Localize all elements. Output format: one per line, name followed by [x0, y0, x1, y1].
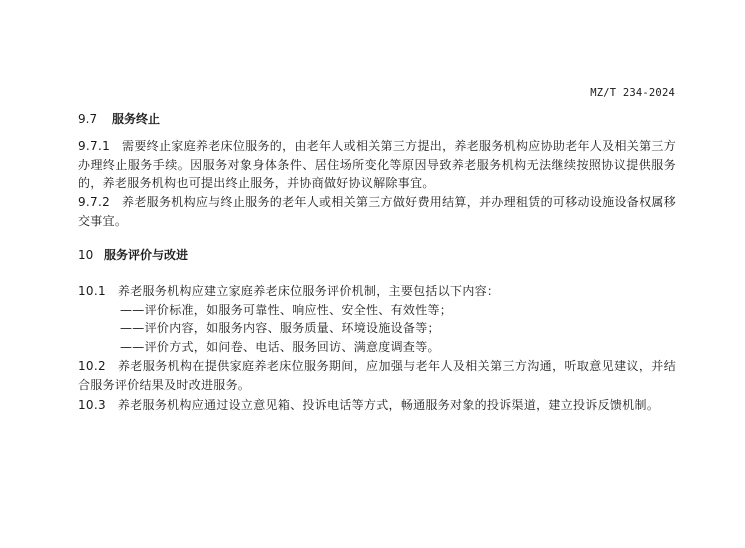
clause-text: 养老服务机构应与终止服务的老年人或相关第三方做好费用结算，并办理租赁的可移动设施设备权属移交事宜。: [78, 195, 676, 228]
list-item: ——评价标准，如服务可靠性、响应性、安全性、有效性等；: [120, 302, 453, 317]
list-item: ——评价内容，如服务内容、服务质量、环境设施设备等；: [120, 321, 440, 335]
clause-number: 9.7.2: [78, 195, 111, 209]
section-heading-10: [78, 246, 188, 264]
clause-number: 10.3: [78, 398, 106, 412]
standard-code: MZ/T 234-2024: [590, 87, 675, 99]
clause-10-2: [78, 357, 676, 394]
clause-number: 10.2: [78, 359, 106, 373]
section-number: 9.7: [78, 112, 98, 126]
clause-text: 需要终止家庭养老床位服务的，由老年人或相关第三方提出，养老服务机构应协助老年人及相关第三方办理终止服务手续。因服务对象身体条件、居住场所变化等原因导致养老服务机构无法继续按照协议提供服务的，养老服务机构也可提出终止服务，并协商做好协议解除事宜。: [78, 139, 676, 190]
section-title: 服务终止: [112, 112, 161, 126]
section-number: 10: [78, 248, 94, 262]
clause-number: 10.1: [78, 284, 106, 298]
list-item: ——评价方式，如问卷、电话、服务回访、满意度调查等。: [120, 339, 440, 354]
section-heading-9-7: [78, 110, 160, 128]
clause-10-3: [78, 396, 676, 415]
section-title: 服务评价与改进: [104, 248, 189, 262]
clause-9-7-1: [78, 137, 676, 193]
clause-10-1: [78, 282, 676, 356]
clause-text: 养老服务机构应通过设立意见箱、投诉电话等方式，畅通服务对象的投诉渠道，建立投诉反馈机制。: [117, 398, 660, 412]
clause-9-7-2: [78, 193, 676, 230]
clause-text: 养老服务机构应建立家庭养老床位服务评价机制，主要包括以下内容：: [117, 284, 500, 298]
clause-text: 养老服务机构在提供家庭养老床位服务期间，应加强与老年人及相关第三方沟通，听取意见建议，并结合服务评价结果及时改进服务。: [78, 359, 676, 392]
clause-number: 9.7.1: [78, 139, 111, 153]
